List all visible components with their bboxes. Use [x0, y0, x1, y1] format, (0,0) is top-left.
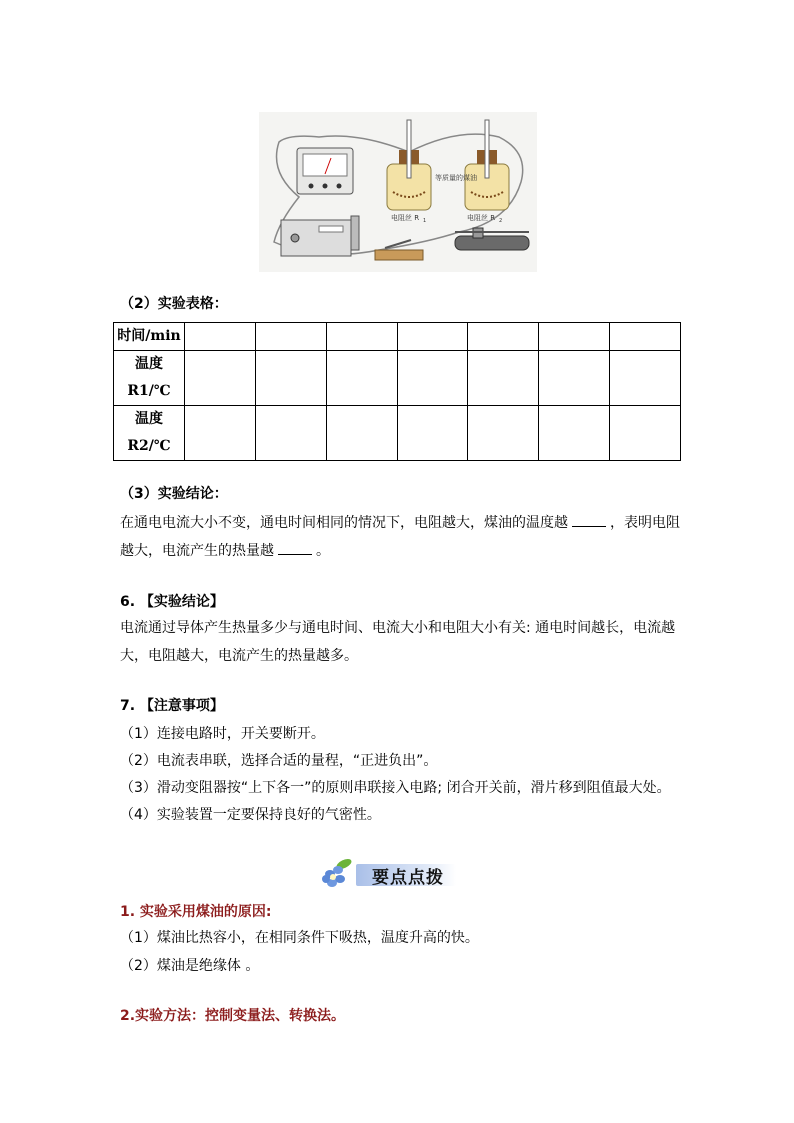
key-2-heading: 2.实验方法：控制变量法、转换法。: [120, 1008, 346, 1024]
section-3-heading: （3）实验结论：: [120, 486, 228, 502]
key-1-heading: 1. 实验采用煤油的原因:: [120, 904, 272, 920]
fill-blank[interactable]: [278, 540, 312, 555]
experiment-apparatus-figure: [259, 112, 537, 272]
key-points-banner: [320, 856, 458, 890]
section-3-line-1: 在通电电流大小不变，通电时间相同的情况下，电阻越大，煤油的温度越 ，表明电阻: [120, 512, 680, 533]
label-r2: 电阻丝 R: [467, 214, 496, 222]
banner-title: 要点点拨: [372, 868, 444, 888]
label-r1-sub: 1: [423, 218, 427, 224]
section-7-item-4: （4）实验装置一定要保持良好的气密性。: [120, 807, 381, 823]
section-3-line-2: 越大，电流产生的热量越 。: [120, 540, 330, 561]
section-7-heading: 7. 【注意事项】: [120, 698, 224, 714]
table-row: [114, 351, 681, 406]
section-6-line-2: 大，电阻越大，电流产生的热量越多。: [120, 648, 358, 664]
section-2-heading: （2）实验表格：: [120, 296, 228, 312]
table-row: [114, 406, 681, 461]
table-row: [114, 323, 681, 351]
section-6-line-1: 电流通过导体产生热量多少与通电时间、电流大小和电阻大小有关: 通电时间越长，电流越: [120, 620, 676, 636]
label-r2-sub: 2: [499, 218, 503, 224]
flower-icon: [320, 856, 360, 890]
section-6-heading: 6. 【实验结论】: [120, 594, 224, 610]
section-7-item-1: （1）连接电路时，开关要断开。: [120, 726, 325, 742]
key-1-item-1: （1）煤油比热容小，在相同条件下吸热，温度升高的快。: [120, 930, 479, 946]
section-7-item-3: （3）滑动变阻器按“上下各一”的原则串联接入电路; 闭合开关前，滑片移到阻值最大处。: [120, 780, 671, 796]
table-header-time: 时间/min: [114, 323, 185, 351]
table-header-r1: 温度 R1/℃: [114, 351, 185, 406]
experiment-table: [113, 322, 681, 461]
label-r1: 电阻丝 R: [391, 214, 420, 222]
table-header-r2: 温度 R2/℃: [114, 406, 185, 461]
key-1-item-2: （2）煤油是绝缘体 。: [120, 958, 260, 974]
section-7-item-2: （2）电流表串联，选择合适的量程，“正进负出”。: [120, 753, 438, 769]
label-kerosene: 等质量的煤油: [435, 174, 477, 182]
fill-blank[interactable]: [572, 512, 606, 527]
